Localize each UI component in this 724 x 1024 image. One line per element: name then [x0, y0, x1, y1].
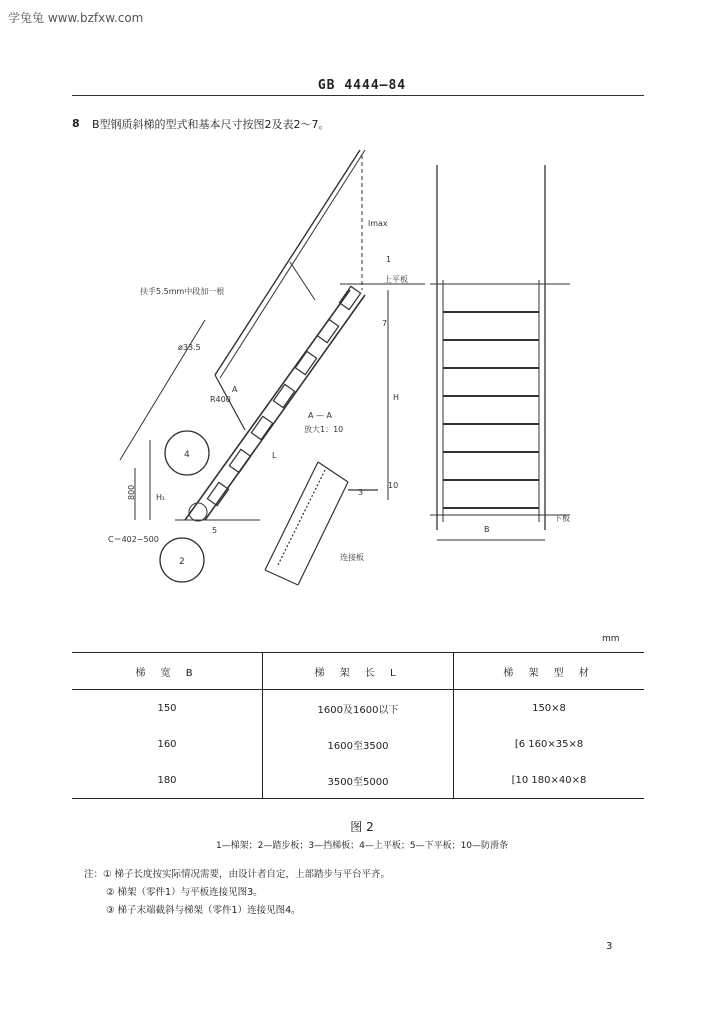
header-profile: 梯 架 型 材	[454, 653, 645, 690]
section-text: B型钢质斜梯的型式和基本尺寸按图2及表2～7。	[92, 118, 330, 131]
label-n5: 5	[212, 526, 218, 535]
section-number: 8	[72, 117, 80, 130]
section-detail	[265, 462, 378, 585]
note-2: ② 梯架（零件1）与平板连接见图3。	[106, 887, 263, 898]
table-header-row	[72, 653, 644, 690]
side-elevation	[430, 165, 570, 540]
header-width: 梯 宽 B	[72, 653, 263, 690]
cell-profile: 150×8	[532, 702, 566, 714]
cell-profile: [10 180×40×8	[454, 762, 645, 799]
figure-legend: 1—梯架；2—踏步板；3—挡梯板；4—上平板；5—下平板；10—防滑条	[215, 841, 509, 851]
label-b: B	[484, 525, 490, 534]
unit-label: mm	[602, 634, 620, 644]
notes	[84, 866, 390, 920]
handrail-line	[215, 150, 360, 375]
label-section-title: A — A	[308, 411, 333, 420]
label-n3: 3	[358, 488, 364, 497]
handrail-line-inner	[220, 150, 365, 378]
label-circle-1: 1	[386, 255, 392, 264]
cell-length: 1600至3500	[263, 726, 454, 762]
label-section-scale: 放大1：10	[304, 425, 344, 434]
label-h: H	[393, 393, 400, 402]
note-1: 注：① 梯子长度按实际情况需要，由设计者自定，上部踏步与平台平齐。	[84, 869, 391, 880]
label-top-deck: 上平板	[384, 275, 408, 284]
rail-post-2	[290, 262, 315, 300]
table-row	[72, 690, 644, 727]
cell-length: 3500至5000	[263, 762, 454, 799]
label-c-formula: C＝402~500	[108, 535, 159, 544]
label-n10: 10	[388, 481, 399, 490]
cell-width: 160	[72, 726, 263, 762]
label-rail-note: 扶手5.5mm中段加一根	[140, 287, 225, 296]
table-row	[72, 726, 644, 762]
table-row	[72, 762, 644, 799]
standard-header: GB 4444—84	[317, 78, 407, 93]
label-a: A	[232, 385, 238, 394]
label-r: R400	[210, 395, 231, 404]
cell-length: 1600及1600以下	[263, 690, 454, 727]
spec-table	[72, 652, 644, 799]
watermark: 学兔兔 www.bzfxw.com	[8, 11, 144, 25]
label-circle-2: 2	[179, 557, 185, 567]
header-length: 梯 架 长 L	[263, 653, 454, 690]
label-phi: ø33.5	[178, 343, 201, 352]
cell-width: 180	[72, 762, 263, 799]
note-3: ③ 梯子末端截斜与梯架（零件1）连接见图4。	[106, 905, 301, 916]
label-ground: 下板	[554, 514, 570, 523]
figure-caption: 图 2	[350, 820, 374, 834]
label-h1: H₁	[156, 493, 166, 502]
label-sub: 连接板	[340, 553, 364, 562]
cell-profile: [6 160×35×8	[514, 738, 584, 750]
dim-line-l	[120, 320, 205, 460]
cell-width: 150	[72, 690, 263, 727]
label-800: 800	[127, 484, 136, 500]
label-lmax: lmax	[368, 219, 388, 228]
label-l: L	[272, 451, 277, 460]
label-n7: 7	[382, 319, 388, 328]
label-circle-4: 4	[184, 450, 190, 460]
page-number: 3	[606, 941, 613, 952]
stringer-upper	[205, 295, 365, 520]
